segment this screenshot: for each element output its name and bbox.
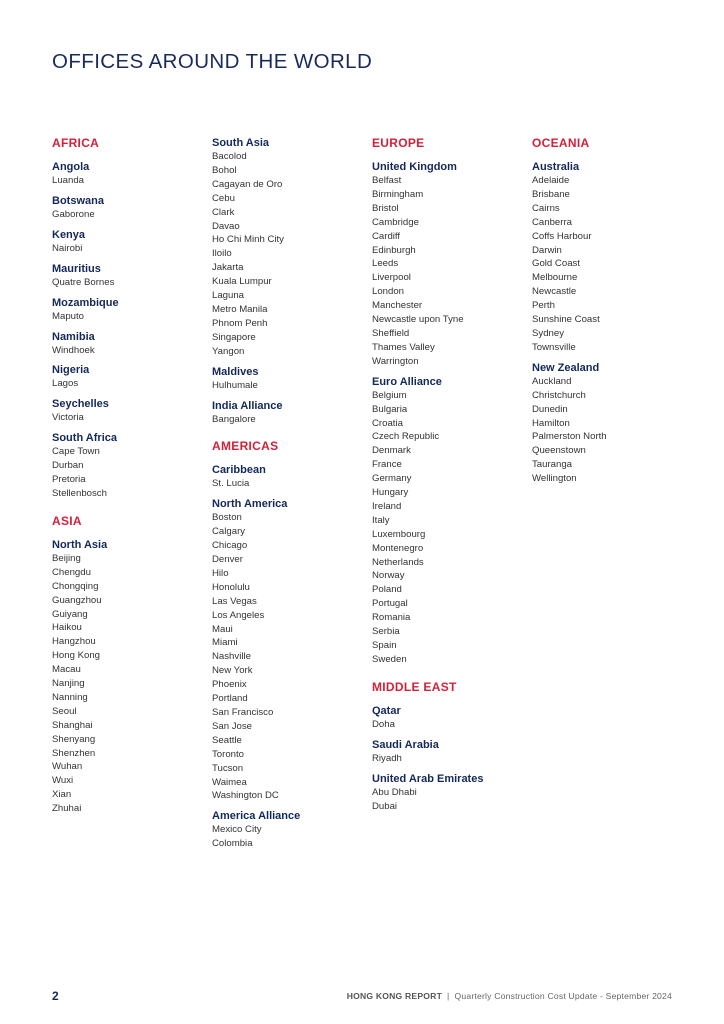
city-item: Davao <box>212 220 240 232</box>
city-item: Clark <box>212 206 235 218</box>
city-item: Abu Dhabi <box>372 786 417 798</box>
city-item: Coffs Harbour <box>532 230 592 242</box>
city-item: Denmark <box>372 445 411 457</box>
footer-report-name: HONG KONG REPORT <box>346 991 443 1001</box>
city-item: Bristol <box>372 202 399 214</box>
city-item: Beijing <box>52 552 81 564</box>
office-group <box>52 538 212 816</box>
city-item: Italy <box>372 514 390 526</box>
city-item: Wellington <box>532 473 577 485</box>
city-item: Ho Chi Minh City <box>212 234 284 246</box>
office-group <box>52 431 212 501</box>
city-item: Bacolod <box>212 151 247 162</box>
city-item: Nanjing <box>52 678 85 690</box>
country-heading: Kenya <box>52 228 86 241</box>
country-heading: Angola <box>52 161 90 173</box>
country-heading: Euro Alliance <box>372 375 442 388</box>
city-item: Iloilo <box>212 248 232 260</box>
city-item: Laguna <box>212 290 245 302</box>
city-item: Canberra <box>532 216 572 228</box>
city-item: Shanghai <box>52 719 93 731</box>
city-item: Mexico City <box>212 824 262 836</box>
office-group <box>372 160 532 369</box>
city-item: Maputo <box>52 310 84 322</box>
city-item: Tauranga <box>532 459 573 471</box>
column-1 <box>52 136 212 822</box>
city-item: Denver <box>212 554 243 566</box>
city-item: Gaborone <box>52 208 95 220</box>
city-item: Hangzhou <box>52 636 96 648</box>
city-item: Phnom Penh <box>212 317 268 329</box>
office-group <box>52 160 212 188</box>
city-item: Riyadh <box>372 752 402 764</box>
city-item: Chongqing <box>52 580 99 592</box>
city-item: Hilo <box>212 567 229 579</box>
city-item: Macau <box>52 664 81 676</box>
region-heading: AFRICA <box>52 136 100 150</box>
city-item: Cape Town <box>52 446 100 458</box>
office-group <box>532 361 692 486</box>
city-item: Germany <box>372 473 412 485</box>
city-item: Adelaide <box>532 175 570 186</box>
city-item: Hulhumale <box>212 379 258 391</box>
footer-text <box>347 991 672 1001</box>
city-item: Edinburgh <box>372 244 416 256</box>
region-heading: OCEANIA <box>532 136 590 150</box>
country-heading: Nigeria <box>52 364 90 377</box>
city-item: Queenstown <box>532 445 586 457</box>
city-item: Ireland <box>372 500 402 512</box>
city-item: Christchurch <box>532 389 586 401</box>
country-heading: North America <box>212 498 288 511</box>
city-item: Belgium <box>372 389 407 401</box>
city-item: Chicago <box>212 540 248 552</box>
country-heading: Qatar <box>372 704 401 717</box>
city-item: France <box>372 459 402 471</box>
city-item: Leeds <box>372 258 399 270</box>
city-item: Liverpool <box>372 272 411 284</box>
city-item: Guangzhou <box>52 594 102 606</box>
city-item: Maui <box>212 623 233 635</box>
city-item: Miami <box>212 637 238 649</box>
city-item: Portland <box>212 693 248 705</box>
footer-subtitle: Quarterly Construction Cost Update - September 2024 <box>454 991 672 1001</box>
office-group <box>212 399 372 427</box>
city-item: St. Lucia <box>212 478 250 490</box>
city-item: Netherlands <box>372 556 424 568</box>
country-heading: Mauritius <box>52 262 101 275</box>
country-heading: India Alliance <box>212 399 283 412</box>
city-item: Nashville <box>212 651 251 663</box>
city-item: Nanning <box>52 691 88 703</box>
city-item: Brisbane <box>532 188 570 200</box>
city-item: Dunedin <box>532 403 568 415</box>
city-item: Thames Valley <box>372 341 435 353</box>
city-item: Sydney <box>532 327 564 339</box>
office-group <box>372 704 532 732</box>
country-heading: Namibia <box>52 330 95 343</box>
city-item: San Jose <box>212 720 253 732</box>
city-item: Sunshine Coast <box>532 314 600 326</box>
office-group <box>212 136 372 359</box>
city-item: Metro Manila <box>212 303 268 315</box>
city-item: Croatia <box>372 417 403 429</box>
city-item: Seattle <box>212 734 242 746</box>
city-item: Chengdu <box>52 566 91 578</box>
region-heading: MIDDLE EAST <box>372 679 457 694</box>
country-heading: Mozambique <box>52 296 119 309</box>
city-item: Seoul <box>52 705 77 717</box>
city-item: Czech Republic <box>372 431 440 443</box>
city-item: Melbourne <box>532 272 578 284</box>
city-item: Hamilton <box>532 417 570 429</box>
country-heading: South Africa <box>52 432 117 445</box>
column-3 <box>372 136 532 819</box>
city-item: Durban <box>52 460 84 472</box>
city-item: Cambridge <box>372 216 419 228</box>
city-item: Bangalore <box>212 413 256 425</box>
city-item: Dubai <box>372 800 398 812</box>
footer-separator: | <box>447 991 450 1001</box>
office-group <box>212 463 372 491</box>
office-group <box>52 296 212 324</box>
office-group <box>52 330 212 358</box>
city-item: Las Vegas <box>212 595 257 607</box>
city-item: Bulgaria <box>372 403 408 415</box>
region-heading: AMERICAS <box>212 439 279 454</box>
page-title: OFFICES AROUND THE WORLD <box>52 50 373 73</box>
city-item: Sweden <box>372 653 407 665</box>
country-heading: United Kingdom <box>372 161 457 173</box>
city-item: San Francisco <box>212 707 274 718</box>
city-item: Colombia <box>212 838 253 850</box>
country-heading: Seychelles <box>52 398 109 411</box>
city-item: Wuxi <box>52 775 74 787</box>
city-item: Belfast <box>372 175 402 186</box>
city-item: Haikou <box>52 622 82 634</box>
city-item: New York <box>212 665 253 677</box>
city-item: Cairns <box>532 202 560 214</box>
city-item: Shenzhen <box>52 747 96 759</box>
country-heading: America Alliance <box>212 810 301 823</box>
city-item: Norway <box>372 570 405 582</box>
city-item: Doha <box>372 718 395 730</box>
city-item: Nairobi <box>52 242 83 254</box>
city-item: Newcastle upon Tyne <box>372 314 464 326</box>
city-item: Darwin <box>532 244 562 256</box>
city-item: Newcastle <box>532 286 577 298</box>
office-group <box>372 375 532 667</box>
city-item: Hong Kong <box>52 650 101 662</box>
city-item: Portugal <box>372 598 408 610</box>
city-item: Stellenbosch <box>52 487 107 499</box>
city-item: Bohol <box>212 164 237 176</box>
city-item: Honolulu <box>212 581 250 593</box>
country-heading: South Asia <box>212 137 270 149</box>
city-item: Townsville <box>532 341 576 353</box>
office-group <box>212 497 372 803</box>
city-item: Serbia <box>372 626 400 638</box>
city-item: Kuala Lumpur <box>212 276 272 288</box>
city-item: Hungary <box>372 487 409 499</box>
city-item: Cebu <box>212 192 235 204</box>
country-heading: United Arab Emirates <box>372 772 484 785</box>
office-group <box>372 738 532 766</box>
city-item: Pretoria <box>52 474 86 486</box>
column-4 <box>532 136 692 492</box>
city-item: Romania <box>372 612 411 624</box>
city-item: Palmerston North <box>532 431 607 443</box>
country-heading: Caribbean <box>212 464 266 477</box>
office-group <box>52 194 212 222</box>
city-item: Poland <box>372 584 402 596</box>
city-item: Singapore <box>212 331 256 343</box>
column-2 <box>212 136 372 857</box>
city-item: Gold Coast <box>532 258 580 270</box>
country-heading: Maldives <box>212 365 259 378</box>
city-item: Toronto <box>212 748 244 760</box>
city-item: Washington DC <box>212 790 279 802</box>
city-item: Jakarta <box>212 262 244 274</box>
office-group <box>212 365 372 393</box>
city-item: Perth <box>532 300 555 312</box>
region-heading: ASIA <box>52 513 82 528</box>
city-item: Luxembourg <box>372 528 426 540</box>
city-item: Spain <box>372 640 397 651</box>
city-item: Phoenix <box>212 679 247 691</box>
city-item: Wuhan <box>52 761 83 773</box>
country-heading: Saudi Arabia <box>372 738 439 751</box>
country-heading: New Zealand <box>532 361 600 374</box>
city-item: Cardiff <box>372 230 401 242</box>
country-heading: North Asia <box>52 538 108 551</box>
country-heading: Botswana <box>52 194 104 207</box>
city-item: Victoria <box>52 412 84 424</box>
city-item: Tucson <box>212 762 244 774</box>
city-item: Quatre Bornes <box>52 276 115 288</box>
city-item: Zhuhai <box>52 803 82 815</box>
city-item: Windhoek <box>52 344 95 356</box>
city-item: Sheffield <box>372 327 410 339</box>
office-group <box>372 772 532 814</box>
city-item: Boston <box>212 512 242 524</box>
office-group <box>212 809 372 851</box>
city-item: Cagayan de Oro <box>212 178 283 190</box>
city-item: Auckland <box>532 375 572 387</box>
city-item: Yangon <box>212 345 245 357</box>
city-item: Guiyang <box>52 608 88 620</box>
office-group <box>532 160 692 355</box>
office-group <box>52 397 212 425</box>
region-heading: EUROPE <box>372 136 425 150</box>
city-item: Warrington <box>372 355 419 367</box>
city-item: Xian <box>52 789 72 801</box>
city-item: Montenegro <box>372 542 424 554</box>
city-item: Manchester <box>372 300 423 312</box>
city-item: Los Angeles <box>212 609 265 621</box>
city-item: Luanda <box>52 175 85 186</box>
country-heading: Australia <box>532 161 580 173</box>
city-item: Birmingham <box>372 188 424 200</box>
city-item: London <box>372 286 405 298</box>
office-group <box>52 262 212 290</box>
city-item: Calgary <box>212 526 246 538</box>
page-number: 2 <box>52 989 59 1003</box>
office-group <box>52 228 212 256</box>
city-item: Lagos <box>52 378 79 390</box>
office-group <box>52 363 212 391</box>
city-item: Waimea <box>212 776 247 788</box>
city-item: Shenyang <box>52 733 96 745</box>
